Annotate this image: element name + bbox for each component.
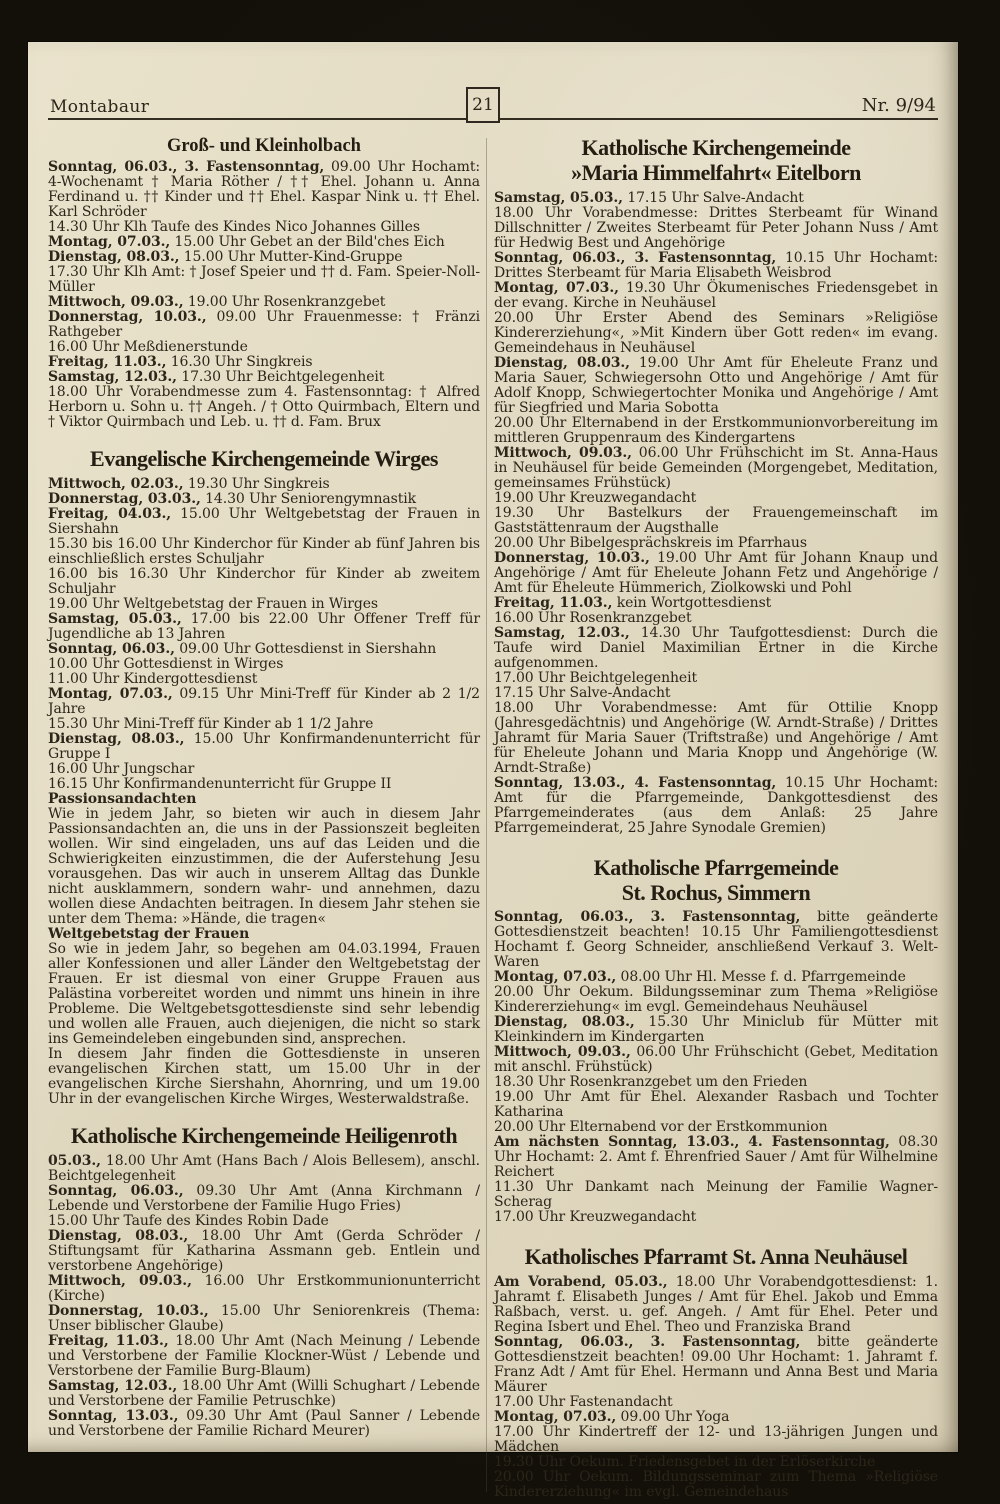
schedule-entry xyxy=(494,1395,938,1410)
entry-text: 14.30 Uhr Taufgottesdienst: Durch die Taufe wird Daniel Maximilian Ertner in die Kirche aufgenommen. xyxy=(494,624,938,671)
entry-text: 15.00 Uhr Gebet an der Bild'ches Eich xyxy=(174,233,445,250)
entry-date-label: Sonntag, 06.03., 3. Fastensonntag, xyxy=(494,1334,801,1351)
section-title-line: Groß- und Kleinholbach xyxy=(167,136,361,156)
entry-date-label: Freitag, 04.03., xyxy=(48,505,172,522)
entry-date-label: Mittwoch, 09.03., xyxy=(48,293,184,310)
entry-date-label: Sonntag, 06.03., xyxy=(48,640,175,657)
schedule-entry xyxy=(494,1075,938,1090)
schedule-entry xyxy=(494,970,938,985)
schedule-entry xyxy=(494,356,938,416)
entry-text: 10.15 Uhr Hochamt: Drittes Sterbeamt für Maria Elisabeth Weisbrod xyxy=(494,249,938,281)
section xyxy=(494,1245,938,1500)
page-number-box xyxy=(466,87,500,123)
entry-text: 14.30 Uhr Seniorengymnastik xyxy=(205,490,416,507)
entry-text: 09.00 Uhr Yoga xyxy=(620,1409,730,1426)
schedule-entry xyxy=(48,370,480,385)
schedule-entry xyxy=(494,776,938,836)
entry-text: 18.00 Uhr Vorabendmesse: Amt für Ottilie Knopp (Jahresgedächtnis) und Angehörige (W. Arndt-Straße) / Drittes Jahramt für Maria Sauer (Triftstraße) und Angehörige / Amt für Eheleute Johann und Maria Knopp und Angehörige (W. Arndt-Straße) xyxy=(494,699,938,776)
entry-date-label: Montag, 07.03., xyxy=(494,969,617,986)
schedule-entry xyxy=(48,612,480,642)
entry-date-label: Mittwoch, 09.03., xyxy=(494,1044,631,1061)
section-title-line: Katholisches Pfarramt St. Anna Neuhäusel xyxy=(524,1244,908,1270)
entry-date-label: Dienstag, 08.03., xyxy=(494,354,630,371)
entry-date-label: Donnerstag, 10.03., xyxy=(48,1302,209,1319)
entry-date-label: Dienstag, 08.03., xyxy=(48,1227,189,1244)
entry-text: 15.30 bis 16.00 Uhr Kinderchor für Kinder ab fünf Jahren bis einschließlich erstes Schuljahr xyxy=(48,535,480,567)
entry-text: 09.15 Uhr Mini-Treff für Kinder ab 2 1/2 Jahre xyxy=(48,685,480,717)
entry-text: 18.00 Uhr Vorabendmesse: Drittes Sterbeamt für Winand Dillschnitter / Zweites Sterbeamt für Peter Johann Nuss / Amt für Hedwig Best und Angehörige xyxy=(494,204,938,251)
entry-text: 18.30 Uhr Rosenkranzgebet um den Frieden xyxy=(494,1074,808,1091)
entry-text: 16.00 bis 16.30 Uhr Kinderchor für Kinder ab zweitem Schuljahr xyxy=(48,565,480,597)
entry-date-label: Montag, 07.03., xyxy=(494,279,619,296)
newsletter-page xyxy=(28,42,958,1501)
entry-date-label: Dienstag, 08.03., xyxy=(48,248,180,265)
schedule-entry xyxy=(48,1334,480,1379)
schedule-entry xyxy=(494,1410,938,1425)
entry-text: 17.15 Uhr Salve-Andacht xyxy=(627,189,804,206)
section xyxy=(48,447,480,1107)
entry-text: 08.30 Uhr Hochamt: 2. Amt f. Ehrenfried Sauer / Amt für Wilhelmine Reichert xyxy=(494,1134,938,1181)
schedule-entry xyxy=(494,701,938,776)
schedule-entry xyxy=(494,536,938,551)
section-title xyxy=(494,1245,938,1270)
entry-text: 20.00 Uhr Bibelgesprächskreis im Pfarrhaus xyxy=(494,534,807,551)
section xyxy=(48,1124,480,1439)
entry-text: So wie in jedem Jahr, so begehen am 04.03.1994, Frauen aller Konfessionen und aller Länder den Weltgebetstag der Frauen. Er ist diesmal von einer Gruppe Frauen aus Palästina vorbereitet worden und nimmt uns hinein in ihre Probleme. Die Weltgebetsgottesdienste sind sehr lebendig und wollen alle Frauen, auch diejenigen, die nicht so stark ins Gemeindeleben eingebunden sind, ansprechen. xyxy=(48,940,480,1047)
entry-date-label: Sonntag, 06.03., 3. Fastensonntag, xyxy=(48,158,325,175)
page-number: 21 xyxy=(472,95,494,115)
entry-text: 09.00 Uhr Hochamt: 4-Wochenamt † Maria Röther / †† Ehel. Johann u. Anna Ferdinand u. †† Kinder und †† Ehel. Kaspar Nink u. †† Ehel. Karl Schröder xyxy=(48,158,480,220)
entry-text: kein Wortgottesdienst xyxy=(616,594,772,611)
schedule-entry xyxy=(48,792,480,807)
entry-date-label: 05.03., xyxy=(48,1152,101,1169)
schedule-entry xyxy=(48,687,480,717)
entry-date-label: Mittwoch, 09.03., xyxy=(494,444,632,461)
schedule-entry xyxy=(48,160,480,220)
entry-text: 18.00 Uhr Vorabendmesse zum 4. Fastensonntag: † Alfred Herborn u. Sohn u. †† Angeh. / † Otto Quirmbach, Eltern und † Viktor Quirmbach und Leb. u. †† d. Fam. Brux xyxy=(48,383,480,430)
schedule-entry xyxy=(494,1275,938,1335)
entry-text: 19.00 Uhr Amt für Johann Knaup und Angehörige / Amt für Eheleute Johann Fetz und Angehörige / Amt für Eheleute Hümmerich, Ziolkowski und Pohl xyxy=(494,549,939,596)
schedule-entry xyxy=(48,1154,480,1184)
schedule-entry xyxy=(494,416,938,446)
entry-text: 20.00 Uhr Elternabend vor der Erstkommunion xyxy=(494,1119,828,1136)
entry-text: 19.30 Uhr Singkreis xyxy=(187,475,330,492)
entry-text: 16.00 Uhr Rosenkranzgebet xyxy=(494,609,692,626)
entry-text: 17.00 Uhr Beichtgelegenheit xyxy=(494,669,698,686)
schedule-entry xyxy=(494,191,938,206)
entry-text: 11.00 Uhr Kindergottesdienst xyxy=(48,670,258,687)
entry-date-label: Samstag, 05.03., xyxy=(494,189,623,206)
section xyxy=(48,136,480,430)
schedule-entry xyxy=(494,1015,938,1045)
entry-text: 09.30 Uhr Amt (Anna Kirchmann / Lebende und Verstorbene der Familie Hugo Fries) xyxy=(48,1182,480,1214)
entry-date-label: Dienstag, 08.03., xyxy=(48,730,185,747)
entry-text: 19.00 Uhr Weltgebetstag der Frauen in Wirges xyxy=(48,595,379,612)
schedule-entry xyxy=(494,491,938,506)
entry-date-label: Sonntag, 13.03., 4. Fastensonntag, xyxy=(494,774,777,791)
entry-text: 15.00 Uhr Taufe des Kindes Robin Dade xyxy=(48,1212,329,1229)
right-column xyxy=(494,136,938,1500)
schedule-entry xyxy=(48,657,480,672)
entry-text: 15.00 Uhr Konfirmandenunterricht für Gruppe I xyxy=(48,730,480,762)
entry-text: 16.00 Uhr Erstkommunionunterricht (Kirche) xyxy=(48,1272,480,1304)
entry-date-label: Montag, 07.03., xyxy=(48,233,171,250)
schedule-entry xyxy=(494,611,938,626)
schedule-entry xyxy=(48,235,480,250)
entry-text: 09.00 Uhr Frauenmesse: † Fränzi Rathgeber xyxy=(48,308,480,340)
entry-text: 19.00 Uhr Amt für Eheleute Franz und Maria Sauer, Schwiegersohn Otto und Angehörige / Amt für Adolf Knopp, Schwiegertochter Monika und Angehörige / Amt für Siegfried und Maria Sobotta xyxy=(494,354,938,416)
schedule-entry xyxy=(494,251,938,281)
entry-date-label: Freitag, 11.03., xyxy=(494,594,613,611)
schedule-entry xyxy=(48,310,480,340)
entry-text: 11.30 Uhr Dankamt nach Meinung der Familie Wagner-Scherag xyxy=(494,1179,938,1211)
entry-text: 19.00 Uhr Rosenkranzgebet xyxy=(187,293,386,310)
entry-text: 08.00 Uhr Hl. Messe f. d. Pfarrgemeinde xyxy=(620,969,906,986)
entry-text: 17.30 Uhr Beichtgelegenheit xyxy=(181,368,385,385)
schedule-entry xyxy=(48,807,480,927)
entry-text: 18.00 Uhr Vorabendgottesdienst: 1. Jahramt f. Elisabeth Junges / Amt für Ehel. Jakob und Emma Raßbach, verst. u. gef. Angeh. / Amt für Ehel. Peter und Regina Isbert und Ehel. Theo und Franziska Brand xyxy=(494,1274,938,1336)
schedule-entry xyxy=(494,910,938,970)
columns xyxy=(48,136,938,1500)
section xyxy=(494,856,938,1226)
schedule-entry xyxy=(48,220,480,235)
entry-date-label: Samstag, 05.03., xyxy=(48,610,182,627)
schedule-entry xyxy=(48,567,480,597)
schedule-entry xyxy=(494,1210,938,1225)
entry-date-label: Samstag, 12.03., xyxy=(48,368,177,385)
masthead xyxy=(48,42,938,128)
schedule-entry xyxy=(48,1229,480,1274)
entry-text: Wie in jedem Jahr, so bieten wir auch in diesem Jahr Passionsandachten an, die uns in der Passionszeit begleiten wollen. Wir sind eingeladen, uns auf das Leiden und die Schwierigkeiten einzustimmen, die der Auferstehung Jesu vorausgehen. Das wir auch in unserem Alltag das Dunkle nicht ausklammern, sondern wahr- und annehmen, dazu wollen diese Andachten beitragen. In diesem Jahr stehen sie unter dem Thema: »Hände, die tragen« xyxy=(48,805,480,927)
entry-date-label: Am Vorabend, 05.03., xyxy=(494,1274,668,1291)
entry-date-label: Sonntag, 06.03., 3. Fastensonntag, xyxy=(494,249,777,266)
entry-text: 10.15 Uhr Hochamt: Amt für die Pfarrgemeinde, Dankgottesdienst des Pfarrgemeinderates (aus dem Anlaß: 25 Jahre Pfarrgemeinderat, 25 Jahre Synodale Gremien) xyxy=(494,774,938,836)
schedule-entry xyxy=(494,1425,938,1455)
section-title-line: Katholische Kirchengemeinde xyxy=(581,135,851,160)
entry-text: 15.00 Uhr Weltgebetstag der Frauen in Siershahn xyxy=(48,505,480,537)
entry-text: 06.00 Uhr Frühschicht (Gebet, Meditation mit anschl. Frühstück) xyxy=(494,1044,938,1076)
entry-date-label: Weltgebetstag der Frauen xyxy=(48,925,250,942)
entry-date-label: Donnerstag, 10.03., xyxy=(494,549,650,566)
schedule-entry xyxy=(48,762,480,777)
column-divider xyxy=(486,138,487,1492)
entry-text: 20.00 Uhr Elternabend in der Erstkommunionvorbereitung im mittleren Gruppenraum des Kindergartens xyxy=(494,414,938,446)
entry-date-label: Mittwoch, 02.03., xyxy=(48,475,184,492)
schedule-entry xyxy=(48,1274,480,1304)
entry-text: bitte geänderte Gottesdienstzeit beachten! 10.15 Uhr Familiengottesdienst Hochamt f. Georg Schneider, anschließend Verkauf 3. Welt-Waren xyxy=(494,909,939,971)
entry-text: 16.00 Uhr Meßdienerstunde xyxy=(48,338,248,355)
schedule-entry xyxy=(494,311,938,356)
entry-date-label: Sonntag, 06.03., 3. Fastensonntag, xyxy=(494,909,801,926)
schedule-entry xyxy=(48,1184,480,1214)
entry-text: bitte geänderte Gottesdienstzeit beachten! 09.00 Uhr Hochamt: 1. Jahramt f. Franz Adt / Amt für Ehel. Hermann und Anna Best und Maria Mäurer xyxy=(494,1334,939,1396)
entry-text: 15.00 Uhr Seniorenkreis (Thema: Unser biblischer Glaube) xyxy=(48,1302,480,1334)
schedule-entry xyxy=(48,507,480,537)
entry-text: 19.30 Uhr Oekum. Friedensgebet in der Erlöserkirche xyxy=(494,1454,876,1471)
section-title xyxy=(48,1124,480,1149)
section-title-line: Evangelische Kirchengemeinde Wirges xyxy=(90,445,438,471)
schedule-entry xyxy=(48,1047,480,1107)
entry-text: 15.30 Uhr Mini-Treff für Kinder ab 1 1/2 Jahre xyxy=(48,715,374,732)
schedule-entry xyxy=(48,250,480,265)
left-column xyxy=(48,136,480,1500)
entry-text: 10.00 Uhr Gottesdienst in Wirges xyxy=(48,655,284,672)
schedule-entry xyxy=(48,942,480,1047)
entry-date-label: Samstag, 12.03., xyxy=(48,1377,178,1394)
section-title xyxy=(48,136,480,157)
schedule-entry xyxy=(48,355,480,370)
schedule-entry xyxy=(494,686,938,701)
entry-date-label: Freitag, 11.03., xyxy=(48,353,167,370)
entry-date-label: Am nächsten Sonntag, 13.03., 4. Fastensonntag, xyxy=(494,1134,890,1151)
entry-text: 17.30 Uhr Klh Amt: † Josef Speier und †† d. Fam. Speier-Noll-Müller xyxy=(48,263,480,295)
schedule-entry xyxy=(48,265,480,295)
entry-text: 14.30 Uhr Klh Taufe des Kindes Nico Johannes Gilles xyxy=(48,218,420,235)
entry-text: 20.00 Uhr Oekum. Bildungsseminar zum Thema »Religiöse Kindererziehung« im evgl. Gemeindehaus xyxy=(494,1469,938,1501)
entry-text: 19.00 Uhr Amt für Ehel. Alexander Rasbach und Tochter Katharina xyxy=(494,1089,938,1121)
schedule-entry xyxy=(48,492,480,507)
schedule-entry xyxy=(494,1120,938,1135)
section-title xyxy=(48,447,480,472)
entry-text: 15.00 Uhr Mutter-Kind-Gruppe xyxy=(183,248,403,265)
entry-date-label: Donnerstag, 10.03., xyxy=(48,308,207,325)
entry-date-label: Sonntag, 06.03., xyxy=(48,1182,184,1199)
entry-text: 19.30 Uhr Ökumenisches Friedensgebet in der evang. Kirche in Neuhäusel xyxy=(494,279,938,311)
entry-date-label: Freitag, 11.03., xyxy=(48,1332,169,1349)
entry-text: 09.30 Uhr Amt (Paul Sanner / Lebende und Verstorbene der Familie Richard Meurer) xyxy=(48,1407,481,1439)
entry-text: 20.00 Uhr Oekum. Bildungsseminar zum Thema »Religiöse Kindererziehung« im evgl. Gemeindehaus Neuhäusel xyxy=(494,984,938,1016)
entry-text: 16.15 Uhr Konfirmandenunterricht für Gruppe II xyxy=(48,775,392,792)
entry-text: 17.15 Uhr Salve-Andacht xyxy=(494,684,671,701)
schedule-entry xyxy=(48,477,480,492)
schedule-entry xyxy=(48,340,480,355)
entry-text: 17.00 Uhr Fastenandacht xyxy=(494,1394,673,1411)
entry-date-label: Dienstag, 08.03., xyxy=(494,1014,635,1031)
entry-date-label: Sonntag, 13.03., xyxy=(48,1407,179,1424)
issue-number: Nr. 9/94 xyxy=(861,95,936,116)
entry-date-label: Passionsandachten xyxy=(48,790,197,807)
entry-text: 18.00 Uhr Amt (Willi Schughart / Lebende und Verstorbene der Familie Petruschke) xyxy=(48,1377,480,1409)
schedule-entry xyxy=(494,206,938,251)
schedule-entry xyxy=(494,1335,938,1395)
schedule-entry xyxy=(494,506,938,536)
schedule-entry xyxy=(48,1304,480,1334)
schedule-entry xyxy=(48,672,480,687)
schedule-entry xyxy=(48,717,480,732)
schedule-entry xyxy=(494,985,938,1015)
schedule-entry xyxy=(48,385,480,430)
schedule-entry xyxy=(48,537,480,567)
schedule-entry xyxy=(48,927,480,942)
entry-text: 19.30 Uhr Bastelkurs der Frauengemeinschaft im Gaststättenraum der Augsthalle xyxy=(494,504,938,536)
entry-date-label: Donnerstag, 03.03., xyxy=(48,490,201,507)
schedule-entry xyxy=(48,642,480,657)
schedule-entry xyxy=(48,295,480,310)
schedule-entry xyxy=(494,1455,938,1470)
schedule-entry xyxy=(494,1135,938,1180)
section-title xyxy=(494,136,938,186)
entry-text: 18.00 Uhr Amt (Gerda Schröder / Stiftungsamt für Katharina Assmann geb. Entlein und verstorbene Angehörige) xyxy=(48,1227,480,1274)
section-title-line: St. Rochus, Simmern xyxy=(621,879,811,905)
entry-text: 17.00 bis 22.00 Uhr Offener Treff für Jugendliche ab 13 Jahren xyxy=(48,610,480,642)
entry-date-label: Montag, 07.03., xyxy=(48,685,173,702)
schedule-entry xyxy=(48,777,480,792)
schedule-entry xyxy=(494,1090,938,1120)
section xyxy=(494,136,938,836)
entry-text: 17.00 Uhr Kindertreff der 12- und 13-jährigen Jungen und Mädchen xyxy=(494,1424,938,1456)
section-title xyxy=(494,856,938,906)
section-title-line: Katholische Kirchengemeinde Heiligenroth xyxy=(70,1122,458,1148)
schedule-entry xyxy=(48,1214,480,1229)
schedule-entry xyxy=(494,671,938,686)
entry-text: 19.00 Uhr Kreuzwegandacht xyxy=(494,489,697,506)
entry-text: 16.00 Uhr Jungschar xyxy=(48,760,195,777)
schedule-entry xyxy=(494,626,938,671)
entry-text: 06.00 Uhr Frühschicht im St. Anna-Haus in Neuhäusel für beide Gemeinden (Morgengebet, Meditation, gemeinsames Frühstück) xyxy=(494,444,938,491)
entry-text: 16.30 Uhr Singkreis xyxy=(170,353,313,370)
entry-date-label: Montag, 07.03., xyxy=(494,1409,617,1426)
schedule-entry xyxy=(48,732,480,762)
schedule-entry xyxy=(494,596,938,611)
schedule-entry xyxy=(494,1045,938,1075)
section-title-line: Katholische Pfarrgemeinde xyxy=(593,854,839,880)
entry-text: 15.30 Uhr Miniclub für Mütter mit Kleinkindern im Kindergarten xyxy=(494,1014,938,1046)
entry-text: 09.00 Uhr Gottesdienst in Siershahn xyxy=(179,640,437,657)
schedule-entry xyxy=(494,1470,938,1500)
location-label: Montabaur xyxy=(50,97,150,117)
entry-text: 18.00 Uhr Amt (Hans Bach / Alois Bellesem), anschl. Beichtgelegenheit xyxy=(48,1152,480,1184)
schedule-entry xyxy=(48,1409,480,1439)
entry-text: 20.00 Uhr Erster Abend des Seminars »Religiöse Kindererziehung«, »Mit Kindern über Gott reden« im evang. Gemeindehaus in Neuhäusel xyxy=(494,309,938,356)
entry-text: In diesem Jahr finden die Gottesdienste in unseren evangelischen Kirchen statt, um 15.00 Uhr in der evangelischen Kirche Siershahn, Ahornring, und um 19.00 Uhr in der evangelischen Kirche Wirges, Westerwaldstraße. xyxy=(48,1045,480,1107)
section-title-line: »Maria Himmelfahrt« Eitelborn xyxy=(571,159,861,185)
entry-date-label: Mittwoch, 09.03., xyxy=(48,1272,192,1289)
schedule-entry xyxy=(494,446,938,491)
schedule-entry xyxy=(48,1379,480,1409)
entry-date-label: Samstag, 12.03., xyxy=(494,624,630,641)
schedule-entry xyxy=(494,281,938,311)
schedule-entry xyxy=(494,551,938,596)
entry-text: 17.00 Uhr Kreuzwegandacht xyxy=(494,1209,697,1226)
schedule-entry xyxy=(48,597,480,612)
entry-text: 18.00 Uhr Amt (Nach Meinung / Lebende und Verstorbene der Familie Klockner-Wüst / Lebende und Verstorbene der Familie Burg-Blaum) xyxy=(48,1332,481,1379)
schedule-entry xyxy=(494,1180,938,1210)
